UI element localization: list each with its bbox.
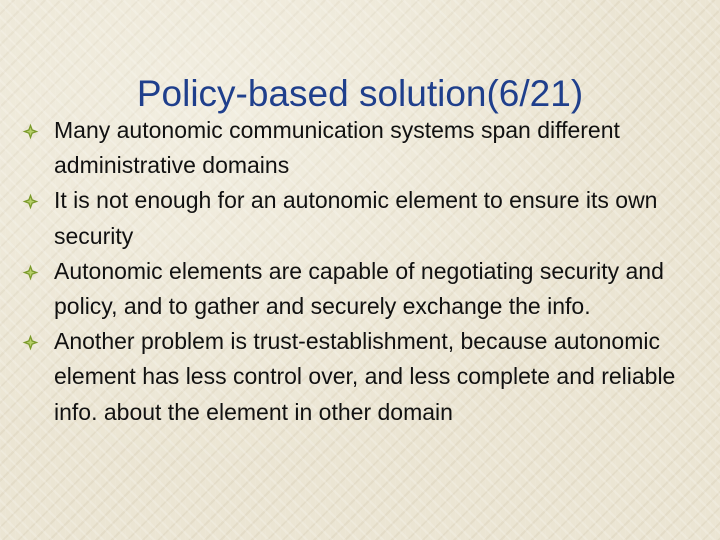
bullet-list [22, 113, 712, 430]
diamond-bullet-icon [22, 334, 39, 351]
bullet-item [22, 183, 712, 253]
bullet-text: Many autonomic communication systems span different administrative domains [54, 117, 620, 179]
bullet-item [22, 254, 712, 324]
diamond-bullet-icon [22, 193, 39, 210]
slide-title: Policy-based solution(6/21) [136, 73, 584, 114]
bullet-text: Autonomic elements are capable of negotiating security and policy, and to gather and securely exchange the info. [54, 257, 664, 320]
bullet-text: Another problem is trust-establishment, because autonomic element has less control over, and less complete and reliable info. about the element in other domain [54, 328, 676, 425]
bullet-item [22, 324, 712, 430]
bullet-text: It is not enough for an autonomic element to ensure its own security [54, 187, 658, 249]
diamond-bullet-icon [22, 123, 39, 140]
bullet-item [22, 113, 712, 183]
diamond-bullet-icon [22, 264, 39, 281]
